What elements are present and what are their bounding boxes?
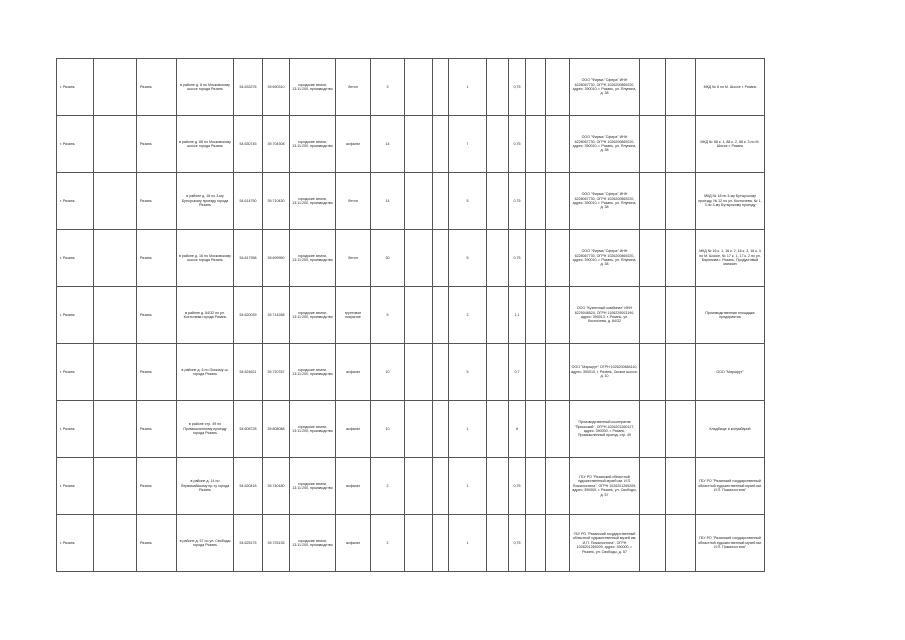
cell-owner: Производственный кооператив "Приокский", ОГРН 1026201260127, адрес: 390000, г. Рязань, Промышленный проезд, стр. 49 (570, 401, 640, 458)
cell-locality: Рязань (137, 458, 177, 515)
cell-empty (640, 401, 666, 458)
cell-empty (546, 515, 570, 572)
table-row (57, 458, 765, 515)
cell-owner: ООО "Фирма "Сфера" ИНН 6228067730, ОГРН 1026200869220, адрес: 390010, г. Рязань, ул. Ялунина, д. 38 (570, 230, 640, 287)
cell-longitude: 39.704308 (263, 116, 290, 173)
cell-containers: 1 (449, 59, 487, 116)
cell-empty (640, 230, 666, 287)
cell-longitude: 39.720787 (263, 344, 290, 401)
cell-owner: ГБУ РО "Рязанский областной художественный музей им. И.П. Пожалостина", ОГРН 1026201265209, адрес: 390000, г. Рязань, ул. Свободы, д. 57 (570, 458, 640, 515)
cell-volume: 1,1 (509, 287, 526, 344)
cell-city: г. Рязань (57, 173, 94, 230)
cell-owner: ГБУ РО "Рязанский государственный областной художественный музей им. И.П. Пожалостина", ОГРН 1026201265209, адрес: 390000, г. Рязань, ул. Свободы, д. 57 (570, 515, 640, 572)
cell-empty (433, 344, 449, 401)
cell-locality: Рязань (137, 401, 177, 458)
cell-empty (666, 230, 696, 287)
cell-owner: ООО "Фирма "Сфера" ИНН 6228067730, ОГРН 1026200869220, адрес: 390010, г. Рязань, ул. Ялунина, д. 38 (570, 59, 640, 116)
cell-containers: 2 (449, 287, 487, 344)
cell-empty (546, 173, 570, 230)
cell-waste-source: МКД № 88 к. 1, 88 к. 2, 88 к. 3 по М. Шоссе г. Рязань (696, 116, 765, 173)
cell-empty (666, 515, 696, 572)
cell-empty (526, 401, 546, 458)
cell-empty (433, 116, 449, 173)
cell-empty (526, 458, 546, 515)
cell-empty (94, 287, 137, 344)
cell-city: г. Рязань (57, 116, 94, 173)
cell-city: г. Рязань (57, 458, 94, 515)
cell-empty (546, 287, 570, 344)
cell-location: в районе д. 88 по Московскому шоссе города Рязань (177, 116, 234, 173)
cell-surface: асфальт (336, 116, 371, 173)
cell-locality: Рязань (137, 344, 177, 401)
cell-empty (640, 59, 666, 116)
cell-city: г. Рязань (57, 230, 94, 287)
cell-area: 2 (371, 515, 405, 572)
cell-volume: 0,7 (509, 344, 526, 401)
cell-empty (640, 344, 666, 401)
cell-empty (405, 59, 433, 116)
cell-empty (546, 458, 570, 515)
cell-empty (94, 401, 137, 458)
cell-location: в районе д. 16 по Московскому шоссе города Рязань (177, 230, 234, 287)
cell-area: 14 (371, 173, 405, 230)
cell-locality: Рязань (137, 59, 177, 116)
cell-empty (405, 458, 433, 515)
cell-owner: ООО "Фирма "Сфера" ИНН 6228067730, ОГРН 1026200869220, адрес: 390010, г. Рязань, ул. Ялунина, д. 38 (570, 116, 640, 173)
cell-containers: 7 (449, 116, 487, 173)
cell-owner: ООО "Кузнечный комбинат" ИНН 6229048524, ОГРН 1106229003190, адрес: 390013, г. Рязань, ул. Костычева, д. 84/32 (570, 287, 640, 344)
cell-city: г. Рязань (57, 344, 94, 401)
cell-locality: Рязань (137, 515, 177, 572)
cell-latitude: 54.620039 (234, 287, 263, 344)
cell-longitude: 39.808088 (263, 401, 290, 458)
cell-containers: 1 (449, 515, 487, 572)
cell-longitude: 39.714268 (263, 287, 290, 344)
cell-empty (433, 287, 449, 344)
cell-waste-source: ГБУ РО "Рязанский государственный областной художественный музей им. И.П. Пожалостина" (696, 458, 765, 515)
cell-empty (666, 401, 696, 458)
cell-empty (526, 515, 546, 572)
cell-empty (94, 116, 137, 173)
cell-city: г. Рязань (57, 401, 94, 458)
cell-containers: 1 (449, 401, 487, 458)
cell-volume: 0,75 (509, 515, 526, 572)
cell-surface: бетон (336, 59, 371, 116)
cell-empty (526, 287, 546, 344)
cell-surface: асфальт (336, 401, 371, 458)
cell-waste-source: Кладбище и колумбарий (696, 401, 765, 458)
cell-empty (526, 344, 546, 401)
cell-surface: асфальт (336, 344, 371, 401)
cell-latitude: 54.624621 (234, 344, 263, 401)
cell-longitude: 39.710430 (263, 173, 290, 230)
cell-empty (546, 116, 570, 173)
cell-volume: 0,75 (509, 458, 526, 515)
cell-empty (526, 116, 546, 173)
table-row (57, 287, 765, 344)
cell-volume: 0,75 (509, 173, 526, 230)
cell-empty (526, 173, 546, 230)
cell-land-category: городские земли, 13:11:200, производство (290, 116, 336, 173)
cell-location: в районе д. 84/32 по ул. Костычева города Рязань (177, 287, 234, 344)
cell-empty (94, 59, 137, 116)
cell-land-category: городские земли, 13:11:200, производство (290, 401, 336, 458)
cell-containers: 5 (449, 344, 487, 401)
cell-latitude: 54.608728 (234, 401, 263, 458)
cell-empty (487, 287, 509, 344)
cell-surface: бетон (336, 173, 371, 230)
cell-land-category: городские земли, 13:11:200, производство (290, 458, 336, 515)
cell-locality: Рязань (137, 116, 177, 173)
cell-containers: 1 (449, 458, 487, 515)
cell-surface: грунтовое покрытие (336, 287, 371, 344)
cell-waste-source: ГБУ РО "Рязанский государственный областной художественный музей им. И.П. Пожалостина" (696, 515, 765, 572)
cell-volume: 0,75 (509, 230, 526, 287)
cell-area: 3 (371, 59, 405, 116)
cell-area: 10 (371, 401, 405, 458)
cell-empty (405, 401, 433, 458)
cell-location: в районе д. 57 по ул. Свободы города Рязань (177, 515, 234, 572)
cell-latitude: 54.620418 (234, 458, 263, 515)
table-row (57, 116, 765, 173)
cell-empty (546, 59, 570, 116)
cell-city: г. Рязань (57, 515, 94, 572)
table-row (57, 401, 765, 458)
cell-empty (433, 230, 449, 287)
table-row (57, 344, 765, 401)
cell-empty (487, 59, 509, 116)
cell-city: г. Рязань (57, 287, 94, 344)
cell-empty (666, 59, 696, 116)
cell-longitude: 39.740180 (263, 458, 290, 515)
cell-empty (405, 287, 433, 344)
cell-empty (546, 230, 570, 287)
cell-latitude: 54.633276 (234, 59, 263, 116)
cell-volume: 8 (509, 401, 526, 458)
cell-owner: ООО "Маршрут" ОГРН 1026200684110, адрес: 390010, г. Рязань, Окское шоссе, д. 10 (570, 344, 640, 401)
cell-empty (666, 458, 696, 515)
cell-latitude: 54.614750 (234, 173, 263, 230)
table-row (57, 230, 765, 287)
cell-surface: бетон (336, 230, 371, 287)
cell-owner: ООО "Фирма "Сфера" ИНН 6228067730, ОГРН 1026200869220, адрес: 390010, г. Рязань, ул. Ялунина, д. 38 (570, 173, 640, 230)
table-row (57, 59, 765, 116)
cell-empty (640, 458, 666, 515)
cell-location: в районе стр. 49 по Промышленному проезду города Рязань (177, 401, 234, 458)
cell-land-category: городские земли, 13:11:200, производство (290, 287, 336, 344)
cell-land-category: городские земли, 13:11:200, производство (290, 515, 336, 572)
cell-empty (433, 515, 449, 572)
cell-empty (433, 59, 449, 116)
cell-area: 2 (371, 458, 405, 515)
cell-land-category: городские земли, 13:11:200, производство (290, 173, 336, 230)
cell-empty (666, 344, 696, 401)
cell-empty (666, 116, 696, 173)
cell-empty (94, 458, 137, 515)
cell-surface: асфальт (336, 458, 371, 515)
cell-empty (405, 515, 433, 572)
cell-land-category: городские земли, 13:11:200, производство (290, 230, 336, 287)
cell-volume: 0,75 (509, 59, 526, 116)
cell-empty (640, 287, 666, 344)
cell-empty (94, 173, 137, 230)
cell-empty (666, 173, 696, 230)
cell-locality: Рязань (137, 230, 177, 287)
cell-locality: Рязань (137, 287, 177, 344)
cell-location: в районе д. 6 по Окскому ш. города Рязань (177, 344, 234, 401)
waste-sites-table (56, 58, 765, 572)
cell-empty (487, 344, 509, 401)
cell-area: 14 (371, 116, 405, 173)
cell-latitude: 54.617958 (234, 230, 263, 287)
cell-location: в районе д. 18 по 3-му Бутырскому проезду города Рязань (177, 173, 234, 230)
cell-empty (433, 401, 449, 458)
table-row (57, 515, 765, 572)
cell-empty (640, 173, 666, 230)
cell-land-category: городские земли, 13:11:200, производство (290, 344, 336, 401)
cell-waste-source: МКД № 18 по 3-му Бутырскому проезду, № 12 по ул. Костычева, № 1, 3 по 3-му Бутырскому проезду (696, 173, 765, 230)
cell-empty (526, 230, 546, 287)
cell-area: 10 (371, 344, 405, 401)
cell-surface: асфальт (336, 515, 371, 572)
cell-empty (666, 287, 696, 344)
cell-empty (94, 230, 137, 287)
cell-empty (526, 59, 546, 116)
cell-empty (433, 173, 449, 230)
cell-location: в районе д. 8 по Московскому шоссе города Рязань (177, 59, 234, 116)
cell-empty (487, 116, 509, 173)
cell-empty (405, 116, 433, 173)
cell-empty (405, 344, 433, 401)
cell-latitude: 54.630745 (234, 116, 263, 173)
cell-empty (487, 173, 509, 230)
cell-area: 5 (371, 287, 405, 344)
cell-waste-source: МКД № 16 к. 1, 16 к. 2, 16 к. 3, 16 к. 4 по М. Шоссе, № 17 к. 1, 17 к. 2 по ул. Бирюзова г. Рязань, Продуктовый магазин (696, 230, 765, 287)
cell-location: в районе д. 14 по Первомайскому пр-ту города Рязань (177, 458, 234, 515)
cell-empty (94, 344, 137, 401)
cell-empty (640, 116, 666, 173)
cell-latitude: 54.625175 (234, 515, 263, 572)
cell-empty (546, 344, 570, 401)
cell-empty (405, 230, 433, 287)
cell-city: г. Рязань (57, 59, 94, 116)
table-row (57, 173, 765, 230)
cell-locality: Рязань (137, 173, 177, 230)
cell-waste-source: ООО "Маршрут" (696, 344, 765, 401)
cell-empty (640, 515, 666, 572)
cell-containers: 5 (449, 230, 487, 287)
cell-empty (487, 515, 509, 572)
cell-volume: 0,75 (509, 116, 526, 173)
cell-longitude: 39.690310 (263, 59, 290, 116)
cell-waste-source: МКД № 8 по М. Шоссе г. Рязань (696, 59, 765, 116)
cell-empty (546, 401, 570, 458)
cell-waste-source: Производственная площадка предприятия (696, 287, 765, 344)
cell-longitude: 39.725135 (263, 515, 290, 572)
cell-empty (405, 173, 433, 230)
cell-longitude: 39.699950 (263, 230, 290, 287)
cell-empty (487, 401, 509, 458)
cell-empty (487, 458, 509, 515)
cell-containers: 5 (449, 173, 487, 230)
cell-empty (94, 515, 137, 572)
cell-land-category: городские земли, 13:11:200, производство (290, 59, 336, 116)
cell-empty (487, 230, 509, 287)
cell-area: 30 (371, 230, 405, 287)
cell-empty (433, 458, 449, 515)
